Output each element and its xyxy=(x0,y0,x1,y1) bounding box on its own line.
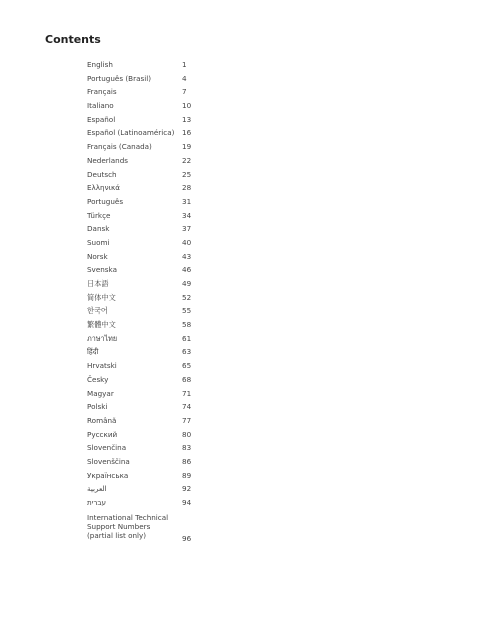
toc-entry-label: International Technical Support Numbers (partial list only) xyxy=(87,512,169,540)
toc-entry-page: 10 xyxy=(182,101,192,111)
toc-entry-page: 77 xyxy=(182,415,192,425)
toc-entry-page: 65 xyxy=(182,361,192,371)
toc-entry-label: Español (Latinoamérica) xyxy=(87,128,175,138)
toc-entry-page: 83 xyxy=(182,443,192,453)
toc-entry-page: 1 xyxy=(182,60,187,69)
toc-entry-page: 52 xyxy=(182,292,192,302)
toc-entry[interactable] xyxy=(87,441,197,455)
toc-entry-label: Polski xyxy=(87,402,108,412)
toc-entry-page: 13 xyxy=(182,114,192,124)
toc-entry-page: 43 xyxy=(182,251,192,261)
toc-entry[interactable] xyxy=(87,126,197,140)
toc-entry-page: 34 xyxy=(182,210,192,220)
toc-entry-page: 49 xyxy=(182,279,192,288)
toc-entry-label: 日本語 xyxy=(87,279,109,288)
toc-entry[interactable] xyxy=(87,168,197,182)
toc-entry-page: 63 xyxy=(182,347,192,357)
toc-entry-label: Русский xyxy=(87,429,118,439)
toc-entry[interactable] xyxy=(87,291,197,305)
toc-entry[interactable] xyxy=(87,181,197,195)
toc-entry[interactable] xyxy=(87,455,197,469)
toc-entry-label: Español xyxy=(87,114,116,124)
toc-entry[interactable] xyxy=(87,469,197,483)
toc-entry[interactable] xyxy=(87,373,197,387)
toc-entry-page: 68 xyxy=(182,374,192,384)
toc-entry[interactable] xyxy=(87,113,197,127)
toc-entry[interactable] xyxy=(87,58,197,72)
toc-entry-label: Türkçe xyxy=(87,210,111,220)
toc-entry-label: Română xyxy=(87,415,117,425)
toc-entry[interactable] xyxy=(87,222,197,236)
toc-entry-page: 46 xyxy=(182,265,192,275)
table-of-contents xyxy=(87,58,197,546)
toc-entry-label: العربية xyxy=(87,484,107,494)
page-title: Contents xyxy=(45,33,101,46)
toc-entry-page: 7 xyxy=(182,87,187,97)
toc-entry[interactable] xyxy=(87,332,197,346)
toc-entry-page: 16 xyxy=(182,128,192,138)
toc-entry-label: English xyxy=(87,60,113,69)
toc-entry-label: Deutsch xyxy=(87,169,117,179)
toc-entry[interactable] xyxy=(87,428,197,442)
toc-entry-label: Suomi xyxy=(87,237,110,247)
toc-entry-label: עברית xyxy=(87,498,107,507)
toc-entry-support-numbers[interactable] xyxy=(87,510,197,546)
toc-entry-page: 61 xyxy=(182,333,192,343)
toc-entry-page: 37 xyxy=(182,224,192,234)
toc-entry-page: 89 xyxy=(182,470,192,480)
toc-entry-page: 71 xyxy=(182,388,192,398)
toc-entry-label: Українська xyxy=(87,470,129,480)
toc-entry-label: Česky xyxy=(87,374,109,384)
toc-entry[interactable] xyxy=(87,482,197,496)
toc-entry[interactable] xyxy=(87,387,197,401)
toc-entry-label: Français xyxy=(87,87,117,97)
toc-entry-label: 简体中文 xyxy=(87,292,116,302)
toc-entry-label: Slovenščina xyxy=(87,456,130,466)
toc-entry-page: 31 xyxy=(182,196,192,206)
toc-entry-label: Dansk xyxy=(87,224,110,234)
toc-entry-page: 80 xyxy=(182,429,192,439)
toc-entry-label: ภาษาไทย xyxy=(87,333,118,343)
toc-entry[interactable] xyxy=(87,318,197,332)
toc-entry-label: Svenska xyxy=(87,265,117,275)
toc-entry-page: 55 xyxy=(182,306,192,316)
toc-entry-page: 74 xyxy=(182,402,192,412)
toc-entry-label: Português xyxy=(87,196,124,206)
toc-entry-page: 28 xyxy=(182,183,192,193)
toc-entry[interactable] xyxy=(87,236,197,250)
toc-entry-page: 92 xyxy=(182,484,192,494)
toc-entry[interactable] xyxy=(87,250,197,264)
toc-entry-page: 4 xyxy=(182,73,187,83)
toc-entry[interactable] xyxy=(87,140,197,154)
toc-entry[interactable] xyxy=(87,85,197,99)
toc-entry-label: Norsk xyxy=(87,251,108,261)
toc-entry[interactable] xyxy=(87,414,197,428)
toc-entry-page: 58 xyxy=(182,320,192,330)
toc-entry[interactable] xyxy=(87,400,197,414)
toc-entry-page: 25 xyxy=(182,169,192,179)
toc-entry[interactable] xyxy=(87,263,197,277)
toc-entry-label: Ελληνικά xyxy=(87,183,121,193)
toc-entry-page: 22 xyxy=(182,155,192,165)
toc-entry[interactable] xyxy=(87,209,197,223)
toc-entry-label: 繁體中文 xyxy=(87,320,116,330)
toc-entry[interactable] xyxy=(87,359,197,373)
toc-entry-page: 94 xyxy=(182,498,192,507)
toc-entry[interactable] xyxy=(87,304,197,318)
toc-entry-label: Nederlands xyxy=(87,155,129,165)
toc-entry[interactable] xyxy=(87,277,197,291)
toc-entry-page: 86 xyxy=(182,456,192,466)
toc-entry[interactable] xyxy=(87,99,197,113)
toc-entry[interactable] xyxy=(87,72,197,86)
toc-entry-label: Magyar xyxy=(87,388,114,398)
toc-entry-label: Italiano xyxy=(87,101,114,111)
toc-entry-page: 40 xyxy=(182,237,192,247)
toc-entry[interactable] xyxy=(87,496,197,510)
toc-entry-label: Português (Brasil) xyxy=(87,73,152,83)
toc-entry-page: 19 xyxy=(182,142,192,152)
toc-entry-label: हिंदी xyxy=(87,347,99,357)
toc-entry-label: 한국어 xyxy=(87,306,108,316)
toc-entry-page: 96 xyxy=(182,533,192,543)
toc-entry[interactable] xyxy=(87,195,197,209)
toc-entry[interactable] xyxy=(87,154,197,168)
toc-entry-label: Slovenčina xyxy=(87,443,127,453)
toc-entry[interactable] xyxy=(87,345,197,359)
toc-entry-label: Français (Canada) xyxy=(87,142,152,152)
toc-entry-label: Hrvatski xyxy=(87,361,117,371)
